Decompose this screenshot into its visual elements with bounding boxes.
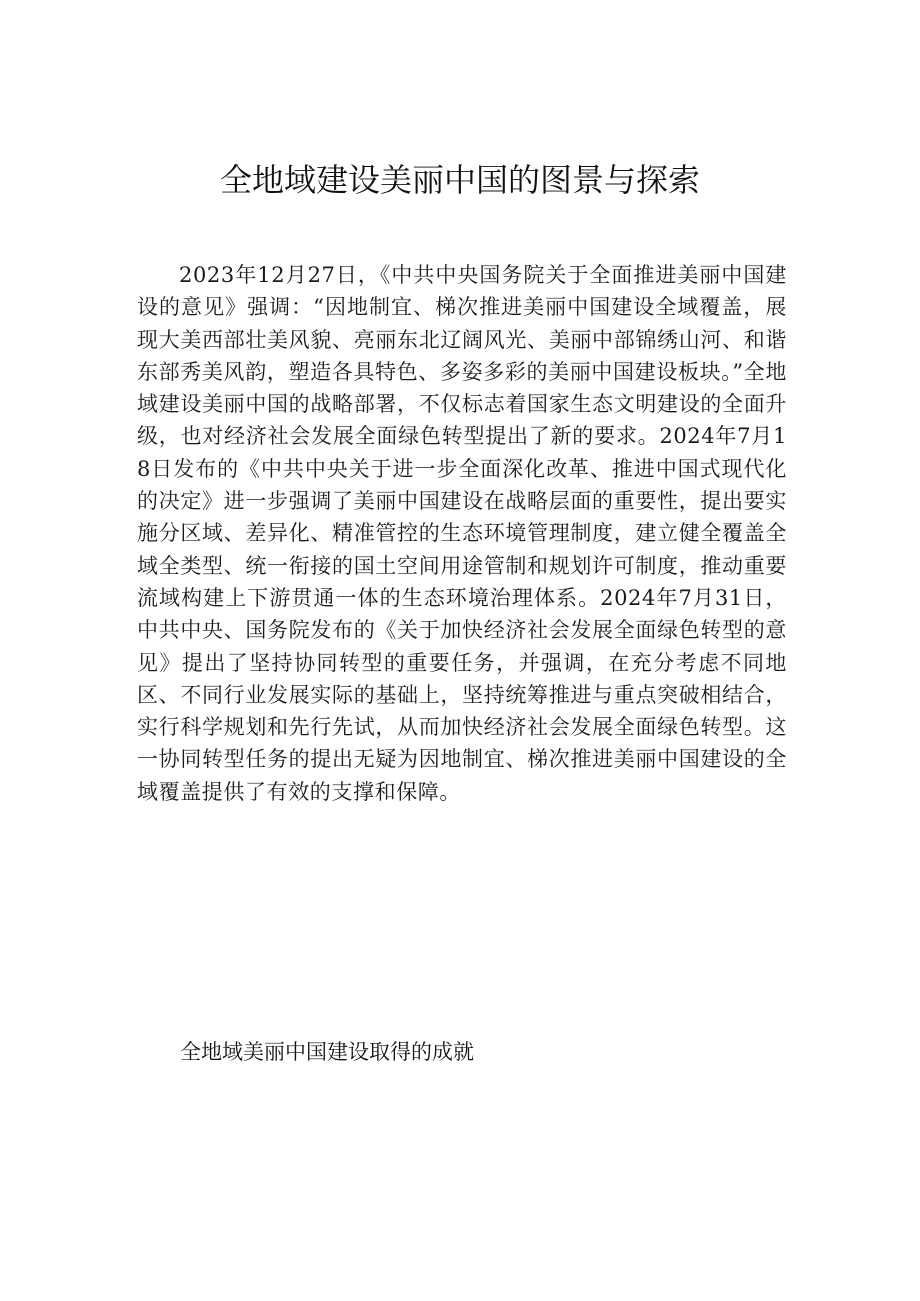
body-paragraph: 2023年12月27日，《中共中央国务院关于全面推进美丽中国建设的意见》强调：“因地制宜、梯次推进美丽中国建设全域覆盖，展现大美西部壮美风貌、亮丽东北辽阔风光、美丽中部锦绣山河、和谐东部秀美风韵，塑造各具特色、多姿多彩的美丽中国建设板块。”全地域建设美丽中国的战略部署，不仅标志着国家生态文明建设的全面升级，也对经济社会发展全面绿色转型提出了新的要求。2024年7月18日发布的《中共中央关于进一步全面深化改革、推进中国式现代化的决定》进一步强调了美丽中国建设在战略层面的重要性，提出要实施分区域、差异化、精准管控的生态环境管理制度，建立健全覆盖全域全类型、统一衔接的国土空间用途管制和规划许可制度，推动重要流域构建上下游贯通一体的生态环境治理体系。2024年7月31日，中共中央、国务院发布的《关于加快经济社会发展全面绿色转型的意见》提出了坚持协同转型的重要任务，并强调，在充分考虑不同地区、不同行业发展实际的基础上，坚持统筹推进与重点突破相结合，实行科学规划和先行先试，从而加快经济社会发展全面绿色转型。这一协同转型任务的提出无疑为因地制宜、梯次推进美丽中国建设的全域覆盖提供了有效的支撑和保障。 — [137, 263, 787, 804]
section-heading: 全地域美丽中国建设取得的成就 — [180, 1040, 474, 1064]
document-title: 全地域建设美丽中国的图景与探索 — [219, 161, 700, 199]
